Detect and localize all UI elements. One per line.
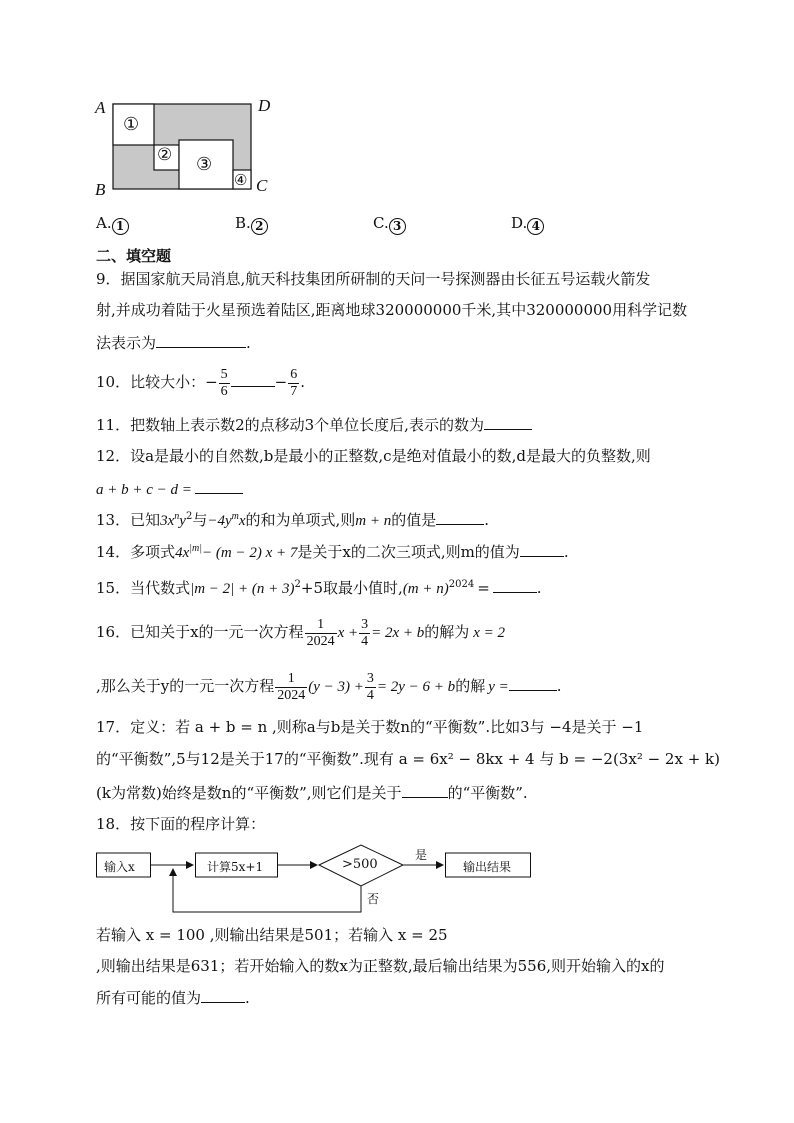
q15-expression: |m − 2| + (n + 3) <box>190 581 295 597</box>
q14-end: . <box>563 543 569 561</box>
q16-solution: x = 2 <box>473 625 506 641</box>
q14-text1: 14．多项式 <box>96 543 176 561</box>
q18-title: 18．按下面的程序计算： <box>96 815 266 833</box>
q13-m-plus-n: m + n <box>355 513 392 529</box>
square-1-label: ① <box>123 114 140 135</box>
option-c-mark: 3 <box>389 218 406 235</box>
q9-end: . <box>246 334 251 352</box>
q16-fraction-3-4-b <box>365 671 376 704</box>
q13-exp-n: n <box>174 511 180 522</box>
q18-text: 所有可能的值为 <box>96 989 202 1007</box>
output-box-label: 输出结果 <box>463 860 512 874</box>
q13-y: y <box>179 513 186 529</box>
q16-fraction-1-2024-b <box>275 671 307 704</box>
q16-rhs1: = 2x + b <box>371 625 425 641</box>
q9-line2: 射,并成功着陆于火星预选着陆区,距离地球320000000千米,其中320000000用科学记数 <box>96 301 688 319</box>
q13-text3: 的和为单项式,则 <box>245 511 356 529</box>
q13-answer-blank[interactable] <box>436 510 484 525</box>
q12-line1: 12．设a是最小的自然数,b是最小的正整数,c是绝对值最小的数,d是最大的负整数,则 <box>96 447 651 465</box>
q15-text2: 取最小值时, <box>323 579 403 597</box>
q10-f1-num: 5 <box>220 366 228 382</box>
q10-fraction2 <box>288 367 299 400</box>
q10-sign1: − <box>205 373 218 391</box>
yes-label: 是 <box>415 848 428 862</box>
q16-line1 <box>96 614 505 651</box>
q13-text4: 的值是 <box>391 511 437 529</box>
decision-label: >500 <box>342 857 378 872</box>
option-a[interactable] <box>96 214 129 235</box>
q15-exp-2: 2 <box>294 579 301 590</box>
q10-prefix: 10．比较大小： <box>96 373 206 391</box>
q17-text2: 的“平衡数”. <box>447 784 528 802</box>
q17-line1: 17．定义：若 a + b = n ,则称a与b是关于数n的“平衡数”.比如3与 −4是关于 −1 <box>96 718 644 736</box>
q13-exp-2: 2 <box>185 511 193 522</box>
q12-answer-blank[interactable] <box>195 479 243 494</box>
q14-term2: − (m − 2) x + 7 <box>202 545 298 561</box>
option-b[interactable] <box>235 214 268 235</box>
option-a-letter: A. <box>96 214 112 232</box>
q15-exp-2024: 2024 <box>448 579 475 590</box>
square-3-label: ③ <box>196 154 213 175</box>
q16-text1: 16．已知关于x的一元一次方程 <box>96 623 304 641</box>
q16-y-minus-3: (y − 3) + <box>308 679 364 695</box>
q17-line3 <box>96 783 528 802</box>
square-4-label: ④ <box>234 171 248 189</box>
q16-g-den: 4 <box>361 633 369 649</box>
q9-answer-blank[interactable] <box>156 333 246 348</box>
q11 <box>96 415 532 434</box>
q12-line2 <box>96 479 243 499</box>
q13-x: x <box>238 513 246 529</box>
corner-label-d: D <box>258 96 271 115</box>
q16-end: . <box>556 677 562 695</box>
q14 <box>96 542 569 562</box>
q16-f-den: 2024 <box>306 633 335 649</box>
q15-plus5: +5 <box>300 579 324 597</box>
rectangle-figure <box>92 94 282 199</box>
q16-g-num: 3 <box>361 616 369 632</box>
q14-term1: 4x <box>175 545 190 561</box>
q10-answer-blank[interactable] <box>231 372 275 387</box>
square-2-label: ② <box>157 145 173 165</box>
q16-rhs2: = 2y − 6 + b <box>376 679 456 695</box>
option-b-mark: 2 <box>251 218 268 235</box>
q16-y-equals: y = <box>488 679 509 695</box>
q10-f2-num: 6 <box>290 366 298 382</box>
q11-answer-blank[interactable] <box>484 415 532 430</box>
option-c[interactable] <box>373 214 406 235</box>
q16-text2: 的解为 <box>424 623 470 641</box>
q18-line3 <box>96 988 250 1007</box>
q17-line2: 的“平衡数”,5与12是关于17的“平衡数”.现有 a = 6x² − 8kx + 4 与 b = −2(3x² − 2x + k) <box>96 750 720 768</box>
q16-line2 <box>96 668 562 705</box>
option-d-letter: D. <box>511 214 528 232</box>
q18-answer-blank[interactable] <box>201 988 245 1003</box>
q16-f-num: 1 <box>305 617 337 634</box>
q10-f2-den: 7 <box>290 383 298 399</box>
q16-text4: 的解 <box>455 677 486 695</box>
q13 <box>96 510 489 530</box>
q15-end: . <box>536 579 542 597</box>
q16-k-den: 4 <box>366 687 374 703</box>
q13-exp-m: m <box>231 511 239 522</box>
q15 <box>96 578 542 598</box>
q10-sign2: − <box>274 373 288 391</box>
q13-term1: 3x <box>160 513 175 529</box>
q13-text1: 13．已知 <box>96 511 161 529</box>
option-c-letter: C. <box>373 214 389 232</box>
q17-answer-blank[interactable] <box>402 783 448 798</box>
corner-label-b: B <box>95 180 106 199</box>
q13-text2: 与 <box>192 511 208 529</box>
option-b-letter: B. <box>235 214 251 232</box>
q12-expression: a + b + c − d = <box>96 482 192 498</box>
q9-text: 法表示为 <box>96 334 157 352</box>
q13-end: . <box>484 511 490 529</box>
q16-fraction-1-2024 <box>305 617 337 650</box>
input-box-label: 输入x <box>104 860 135 874</box>
q16-k-num: 3 <box>366 670 374 686</box>
q16-h-den: 2024 <box>277 687 306 703</box>
q15-m-plus-n: (m + n) <box>402 581 449 597</box>
q14-text2: 是关于x的二次三项式,则m的值为 <box>297 543 520 561</box>
q16-text3: ,那么关于y的一元一次方程 <box>96 677 275 695</box>
q16-answer-blank[interactable] <box>509 676 557 691</box>
q9-line1: 9．据国家航天局消息,航天科技集团所研制的天问一号探测器由长征五号运载火箭发 <box>96 270 651 288</box>
q18-end: . <box>245 989 250 1007</box>
q14-exp-abs-m: |m| <box>189 543 202 554</box>
corner-label-a: A <box>95 98 106 117</box>
q14-answer-blank[interactable] <box>520 542 564 557</box>
q9-line3 <box>96 333 251 352</box>
q10 <box>96 364 305 400</box>
q11-text: 11．把数轴上表示数2的点移动3个单位长度后,表示的数为 <box>96 416 484 434</box>
corner-label-c: C <box>256 176 268 195</box>
q15-text1: 15．当代数式 <box>96 579 191 597</box>
q18-line1: 若输入 x = 100 ,则输出结果是501；若输入 x = 25 <box>96 926 448 944</box>
option-a-mark: 1 <box>112 218 129 235</box>
option-d-mark: 4 <box>527 218 544 235</box>
q16-fraction-3-4 <box>359 617 370 650</box>
q10-f1-den: 6 <box>220 383 228 399</box>
program-flowchart <box>96 840 546 916</box>
option-d[interactable] <box>511 214 544 235</box>
q15-answer-blank[interactable] <box>493 578 537 593</box>
q10-fraction1 <box>219 367 230 400</box>
q13-term2: −4y <box>207 513 232 529</box>
section-title: 二、填空题 <box>96 247 172 265</box>
no-label: 否 <box>367 892 380 906</box>
flowchart-lines <box>96 840 546 916</box>
calc-box-label: 计算5x+1 <box>207 860 264 874</box>
q16-x-plus: x + <box>337 625 359 641</box>
q18-line2: ,则输出结果是631；若开始输入的数x为正整数,最后输出结果为556,则开始输入的x的 <box>96 957 665 975</box>
q10-end: . <box>300 373 306 391</box>
rectangle-squares-diagram <box>92 94 282 196</box>
q15-equals: = <box>477 579 490 597</box>
q17-text1: (k为常数)始终是数n的“平衡数”,则它们是关于 <box>96 784 402 802</box>
q16-h-num: 1 <box>275 671 307 688</box>
